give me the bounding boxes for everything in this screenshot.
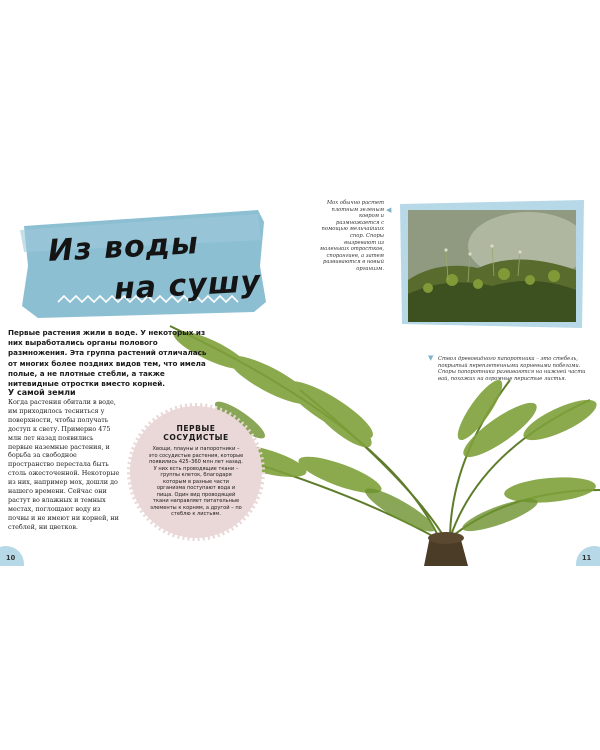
caption-pointer-icon: ▼	[428, 354, 434, 362]
title-banner	[18, 206, 268, 320]
moss-caption: Мох обычно растет плотным зеленым ковром и размножается с помощью мельчайших спор. Споры вызревают из маленьких отростков, спорангиев, а затем развиваются в новый организм.	[319, 200, 384, 272]
book-spread	[0, 170, 600, 566]
info-bubble-text: Хвощи, плауны и папоротники – это сосудистые растения, которые появились 425–360 млн лет назад. У них есть проводящие ткани – группы клеток, благодаря которым в разные части организма поступают вода и пища. Один вид проводящей ткани направляет питательные элементы к корням, а другой – по стеблю к листьям.	[148, 446, 244, 517]
page-title-line-2: на сушу	[113, 264, 262, 307]
section-body: Когда растения обитали в воде, им приходилось тесниться у поверхности, чтобы получать доступ к свету. Примерно 475 млн лет назад появились первые наземные растения, и борьба за свободное пространство перестала быть столь ожесточенной. Некоторые из них, например мох, дошли до нашего времени. Сейчас они растут во влажных и темных местах, поглощают воду из почвы и не имеют ни корней, ни стеблей, ни цветков.	[8, 398, 120, 531]
section-heading: У самой земли	[8, 388, 76, 397]
page-number-left-label: 10	[6, 554, 16, 562]
moss-photo	[408, 210, 576, 322]
moss-photo-frame	[400, 200, 584, 328]
fern-caption: Ствол древовидного папоротника – это стебель, покрытый переплетенными корневыми побегами. Споры папоротника развиваются на нижней части вай, похожих на огромные перистые листья.	[438, 356, 586, 382]
info-bubble	[126, 402, 266, 542]
page-number-left	[0, 546, 24, 566]
page-title-line-1: Из воды	[47, 226, 200, 269]
caption-pointer-icon: ◀	[386, 206, 392, 214]
intro-paragraph: Первые растения жили в воде. У некоторых из них выработались органы полового размножения. Эта группа растений отличалась от многих более поздних видов тем, что имела полые, а не плотные стебли, а также нитевидные отростки вместо корней.	[8, 328, 207, 389]
info-bubble-title: ПЕРВЫЕ СОСУДИСТЫЕ	[163, 424, 229, 442]
page-number-right-label: 11	[582, 554, 592, 562]
